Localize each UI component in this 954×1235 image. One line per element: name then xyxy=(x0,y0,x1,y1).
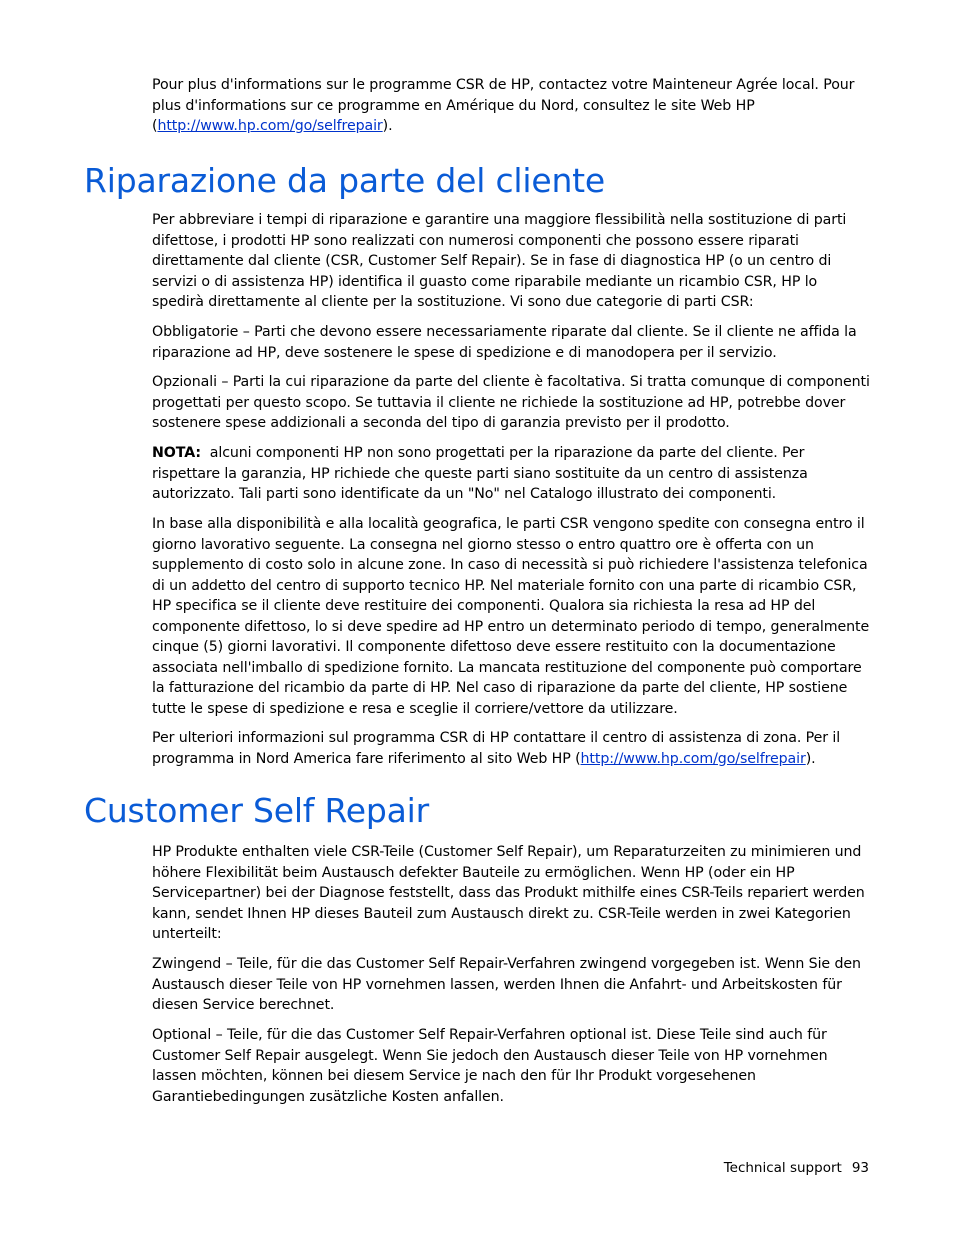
italian-more-info-paragraph xyxy=(152,728,870,769)
selfrepair-link-french[interactable]: http://www.hp.com/go/selfrepair xyxy=(157,118,383,134)
italian-delivery-text: In base alla disponibilità e alla località geografica, le parti CSR vengono spedite con consegna entro il giorno lavorativo seguente. La consegna nel giorno stesso o entro quattro ore è offerta con un supplemento di costo solo in alcune zone. In caso di necessità si può richiedere l'assistenza telefonica di un addetto del centro di supporto tecnico HP. Nel materiale fornito con una parte di ricambio CSR, HP specifica se il cliente deve restituire dei componenti. Qualora sia richiesta la resa ad HP del componente difettoso, lo si deve spedire ad HP entro un determinato periodo di tempo, generalmente cinque (5) giorni lavorativi. Il componente difettoso deve essere restituito con la documentazione associata nell'imballo di spedizione fornito. La mancata restituzione del componente può comportare la fatturazione del ricambio da parte di HP. Nel caso di riparazione da parte del cliente, HP sostiene tutte le spese di spedizione e resa e sceglie il corriere/vettore da utilizzare. xyxy=(152,516,870,717)
german-paragraph-2 xyxy=(152,954,870,1016)
italian-more-info-end: ). xyxy=(805,750,816,767)
italian-paragraph-1 xyxy=(152,210,870,313)
heading-italian: Riparazione da parte del cliente xyxy=(84,161,606,200)
italian-paragraph-3 xyxy=(152,372,870,434)
footer-section-title: Technical support xyxy=(723,1160,842,1176)
page-footer xyxy=(724,1158,869,1178)
german-optional-text: Optional – Teile, für die das Customer Self Repair-Verfahren optional ist. Diese Teile sind auch für Customer Self Repair ausgelegt. Wenn Sie jedoch den Austausch dieser Teile von HP vornehmen lassen möchten, können bei diesem Service je nach den für Ihr Produkt vorgesehenen Garantiebedingungen zusätzliche Kosten anfallen. xyxy=(152,1027,828,1105)
intro-french-text: Pour plus d'informations sur le programme CSR de HP, contactez votre Mainteneur Agrée local. Pour plus d'informations sur ce programme en Amérique du Nord, consultez le site Web HP ( xyxy=(152,77,855,134)
italian-note-paragraph xyxy=(152,443,870,505)
selfrepair-link-italian[interactable]: http://www.hp.com/go/selfrepair xyxy=(580,750,806,767)
intro-french-paragraph xyxy=(152,75,870,137)
italian-paragraph-2 xyxy=(152,322,870,363)
intro-french xyxy=(152,75,870,137)
intro-french-text-end: ). xyxy=(382,118,393,134)
italian-paragraph-5 xyxy=(152,728,870,769)
heading-german: Customer Self Repair xyxy=(84,791,429,830)
note-text: alcuni componenti HP non sono progettati per la riparazione da parte del cliente. Per rispettare la garanzia, HP richiede che queste parti siano sostituite da un centro di assistenza autorizzato. Tali parti sono identificate da un "No" nel Catalogo illustrato dei componenti. xyxy=(152,445,808,502)
italian-optional-text: Opzionali – Parti la cui riparazione da parte del cliente è facoltativa. Si tratta comunque di componenti progettati per questo scopo. Se tuttavia il cliente ne richiede la sostituzione ad HP, potrebbe dover sostenere spese addizionali a seconda del tipo di garanzia previsto per il prodotto. xyxy=(152,374,870,431)
german-intro-text: HP Produkte enthalten viele CSR-Teile (Customer Self Repair), um Reparaturzeiten zu minimieren und höhere Flexibilität beim Austausch defekter Bauteile zu ermöglichen. Wenn HP (oder ein HP Servicepartner) bei der Diagnose feststellt, dass das Produkt mithilfe eines CSR-Teils repariert werden kann, sendet Ihnen HP dieses Bauteil zum Austausch direkt zu. CSR-Teile werden in zwei Kategorien unterteilt: xyxy=(152,844,865,942)
note-label: NOTA: xyxy=(152,445,201,461)
italian-paragraph-4 xyxy=(152,514,870,719)
italian-note xyxy=(152,443,870,505)
german-paragraph-1 xyxy=(152,842,870,945)
italian-mandatory-text: Obbligatorie – Parti che devono essere necessariamente riparate dal cliente. Se il cliente ne affida la riparazione ad HP, deve sostenere le spese di spedizione e di manodopera per il servizio. xyxy=(152,324,857,361)
italian-more-info-text: Per ulteriori informazioni sul programma CSR di HP contattare il centro di assistenza di zona. Per il programma in Nord America fare riferimento al sito Web HP ( xyxy=(152,730,841,767)
italian-intro-text: Per abbreviare i tempi di riparazione e garantire una maggiore flessibilità nella sostituzione di parti difettose, i prodotti HP sono realizzati con numerosi componenti che possono essere riparati direttamente dal cliente (CSR, Customer Self Repair). Se in fase di diagnostica HP (o un centro di servizi o di assistenza HP) identifica il guasto come riparabile mediante un ricambio CSR, HP lo spedirà direttamente al cliente per la sostituzione. Vi sono due categorie di parti CSR: xyxy=(152,212,847,310)
german-paragraph-3 xyxy=(152,1025,870,1107)
page-number: 93 xyxy=(851,1160,869,1176)
german-mandatory-text: Zwingend – Teile, für die das Customer Self Repair-Verfahren zwingend vorgegeben ist. Wenn Sie den Austausch dieser Teile von HP vornehmen lassen, werden Ihnen die Anfahrt- und Arbeitskosten für diesen Service berechnet. xyxy=(152,956,861,1013)
